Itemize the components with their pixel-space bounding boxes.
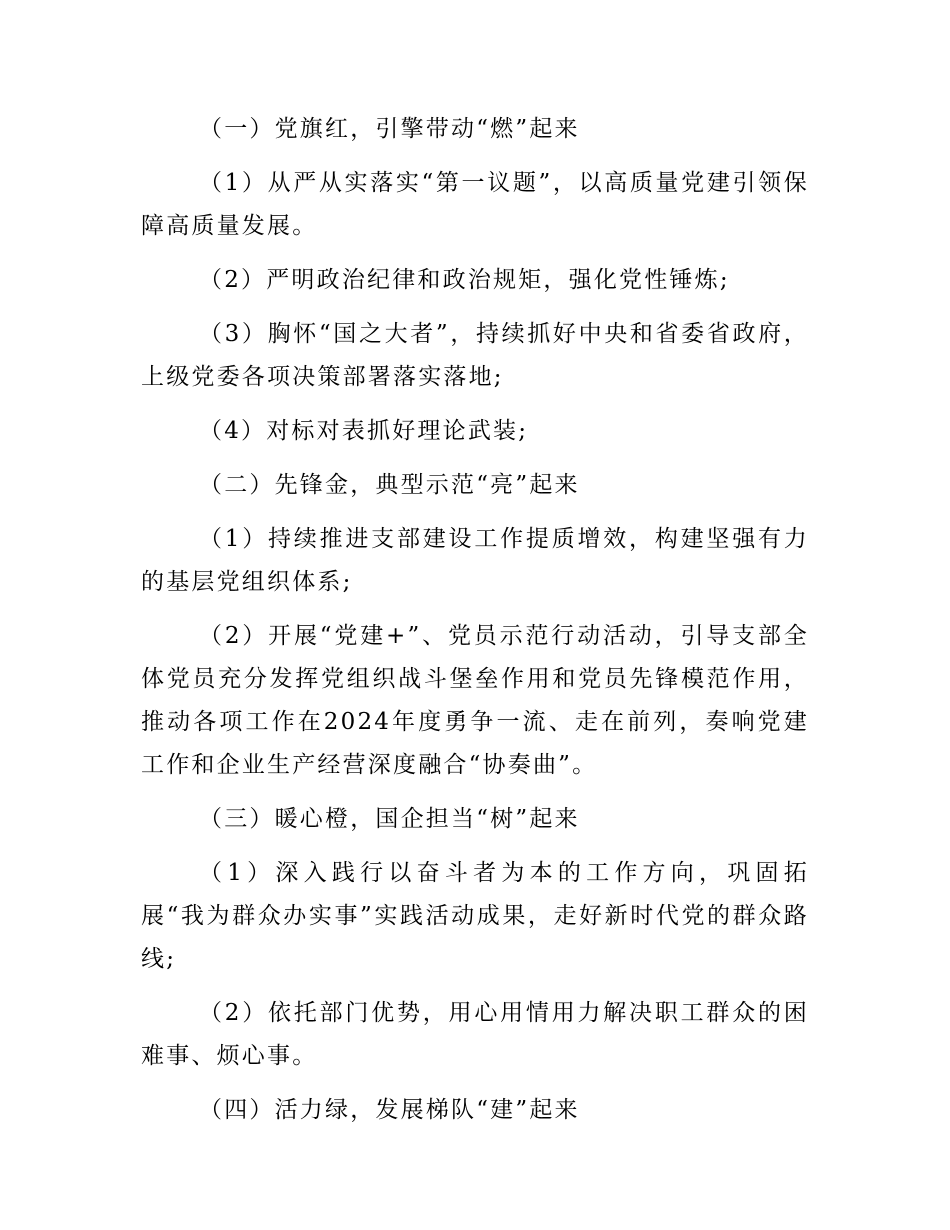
paragraph-2-1: （1）持续推进支部建设工作提质增效，构建坚强有力的基层党组织体系; [141,526,809,595]
paragraph-1-4: （4）对标对表抓好理论武装; [199,418,529,444]
paragraph-1-3: （3）胸怀“国之大者”，持续抓好中央和省委省政府，上级党委各项决策部署落实落地; [141,321,809,390]
paragraph-1-1: （1）从严从实落实“第一议题”，以高质量党建引领保障高质量发展。 [141,170,809,239]
document-body [141,108,809,1143]
paragraph-2-2: （2）开展“党建+”、党员示范行动活动，引导支部全体党员充分发挥党组织战斗堡垒作用和党员先锋模范作用，推动各项工作在2024年度勇争一流、走在前列，奏响党建工作和企业生产经营深度融合“协奏曲”。 [141,623,809,778]
section-heading-4: （四）活力绿，发展梯队“建”起来 [199,1097,580,1123]
paragraph-3-2: （2）依托部门优势，用心用情用力解决职工群众的困难事、烦心事。 [141,1000,809,1069]
paragraph-3-1: （1）深入践行以奋斗者为本的工作方向，巩固拓展“我为群众办实事”实践活动成果，走好新时代党的群众路线; [141,860,809,972]
section-heading-3: （三）暖心橙，国企担当“树”起来 [199,806,580,832]
section-heading-2: （二）先锋金，典型示范“亮”起来 [199,472,580,498]
paragraph-1-2: （2）严明政治纪律和政治规矩，强化党性锤炼; [199,267,730,293]
section-heading-1: （一）党旗红，引擎带动“燃”起来 [199,116,580,142]
